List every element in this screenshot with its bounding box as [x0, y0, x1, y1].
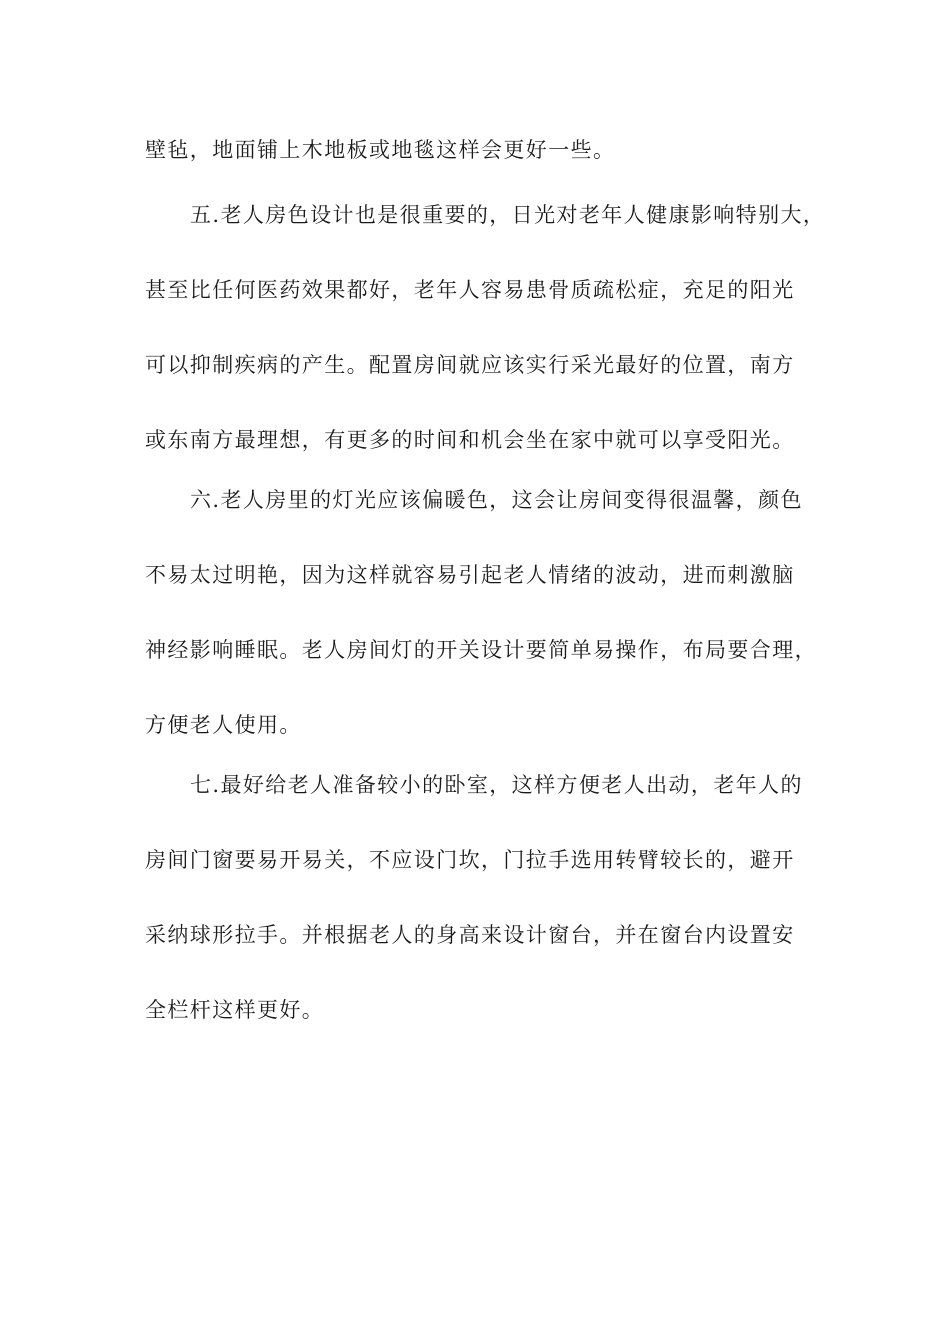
text-line: 方便老人使用。	[145, 713, 302, 737]
text-line: 全栏杆这样更好。	[145, 998, 325, 1022]
text-line: 采纳球形拉手。并根据老人的身高来设计窗台，并在窗台内设置安	[145, 923, 795, 947]
paragraph-7-first-line: 七.最好给老人准备较小的卧室，这样方便老人出动，老年人的	[190, 773, 803, 797]
text-line: 不易太过明艳，因为这样就容易引起老人情绪的波动，进而刺激脑	[145, 563, 795, 587]
text-line: 或东南方最理想，有更多的时间和机会坐在家中就可以享受阳光。	[145, 428, 795, 452]
text-line: 甚至比任何医药效果都好，老年人容易患骨质疏松症，充足的阳光	[145, 278, 795, 302]
paragraph-6-first-line: 六.老人房里的灯光应该偏暖色，这会让房间变得很温馨，颜色	[190, 488, 803, 512]
text-line: 壁毡，地面铺上木地板或地毯这样会更好一些。	[145, 138, 616, 162]
paragraph-5-first-line: 五.老人房色设计也是很重要的，日光对老年人健康影响特别大，	[190, 203, 826, 227]
text-line: 房间门窗要易开易关，不应设门坎，门拉手选用转臂较长的，避开	[145, 848, 795, 872]
text-line: 神经影响睡眠。老人房间灯的开关设计要简单易操作，布局要合理，	[145, 638, 817, 662]
text-line: 可以抑制疾病的产生。配置房间就应该实行采光最好的位置，南方	[145, 353, 795, 377]
